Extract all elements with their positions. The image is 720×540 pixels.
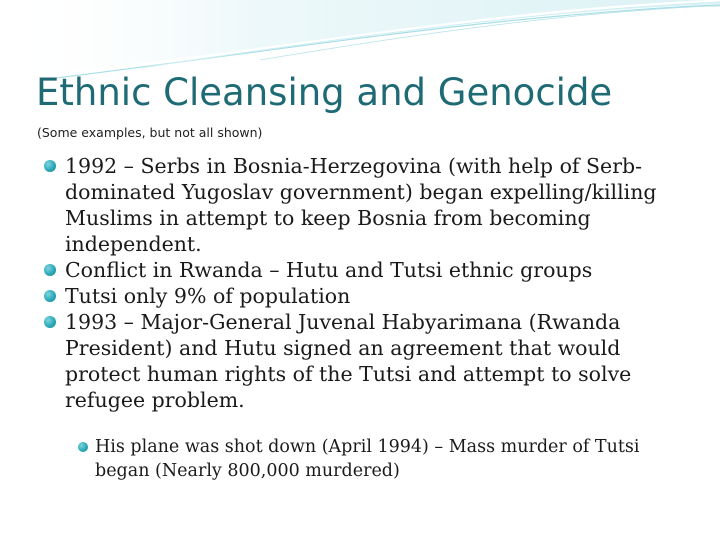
slide-subtitle: (Some examples, but not all shown) <box>37 125 263 140</box>
bullet-text: 1993 – Major-General Juvenal Habyarimana (Rwanda President) and Hutu signed an agreement that would protect human rights of the Tutsi and attempt to solve refugee problem. <box>65 310 632 412</box>
sub-bullet-dot-icon <box>78 442 88 452</box>
slide-title: Ethnic Cleansing and Genocide <box>36 71 613 114</box>
bullet-item <box>44 257 684 283</box>
bullet-item <box>44 283 684 309</box>
bullet-text: 1992 – Serbs in Bosnia-Herzegovina (with help of Serb-dominated Yugoslav government) began expelling/killing Muslims in attempt to keep Bosnia from becoming independent. <box>65 154 657 256</box>
bullet-dot-icon <box>44 316 56 328</box>
sub-bullet-list <box>78 435 688 483</box>
bullet-dot-icon <box>44 264 56 276</box>
sub-bullet-item <box>78 435 688 483</box>
bullet-text: Conflict in Rwanda – Hutu and Tutsi ethnic groups <box>65 258 593 282</box>
bullet-text: Tutsi only 9% of population <box>65 284 351 308</box>
bullet-dot-icon <box>44 160 56 172</box>
bullet-item <box>44 153 684 257</box>
bullet-list <box>44 153 684 413</box>
sub-bullet-text: His plane was shot down (April 1994) – Mass murder of Tutsi began (Nearly 800,000 murdered) <box>95 437 640 481</box>
bullet-dot-icon <box>44 290 56 302</box>
bullet-item <box>44 309 684 413</box>
